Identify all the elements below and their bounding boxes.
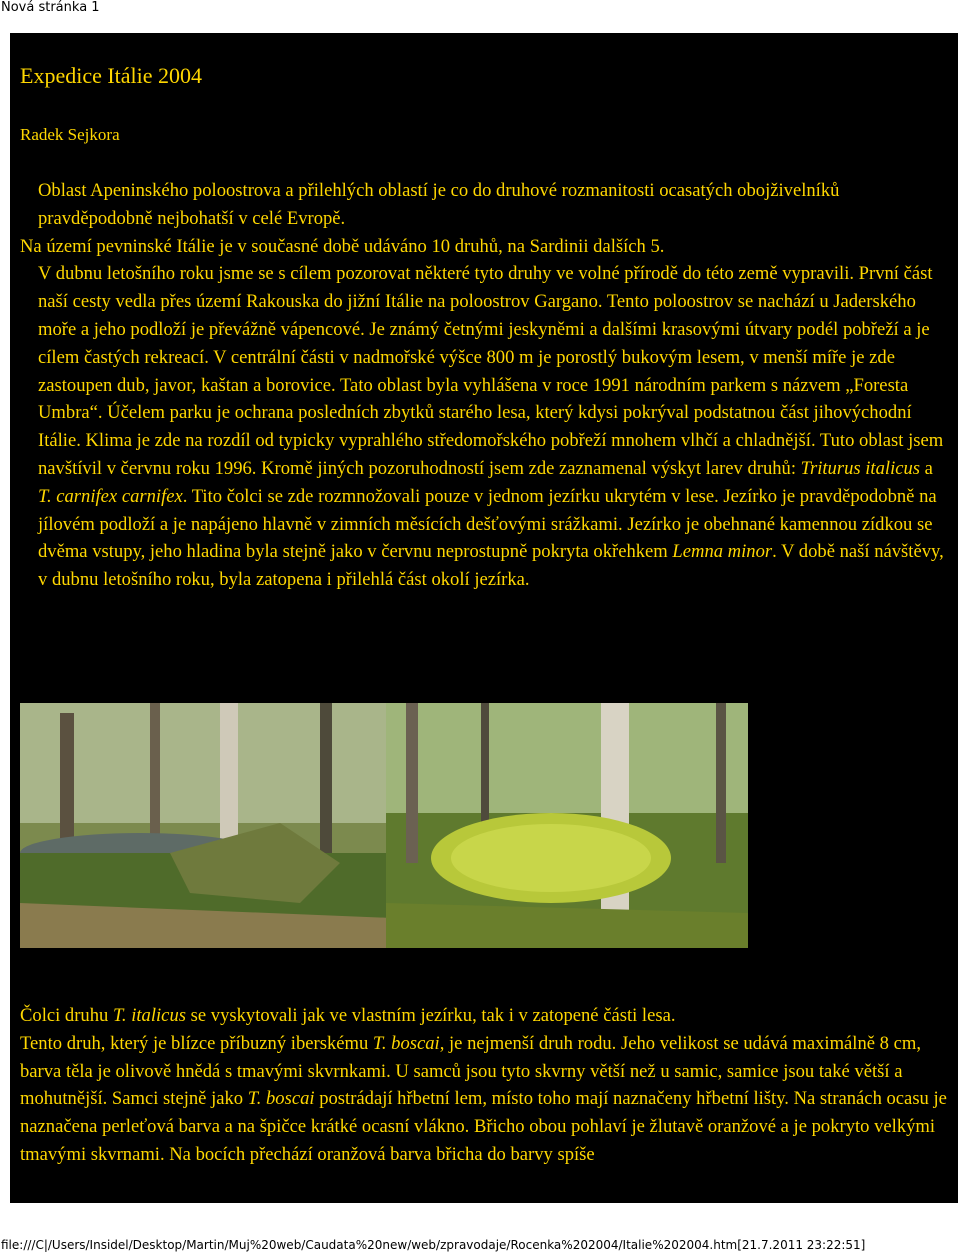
photo-pond-stone-wall-image — [20, 703, 392, 948]
photo-pond-duckweed — [386, 703, 748, 948]
text-run: Čolci druhu — [20, 1005, 113, 1026]
species-name: T. italicus — [112, 1005, 186, 1026]
species-name: T. boscai — [372, 1032, 440, 1054]
article-title: Expedice Itálie 2004 — [20, 63, 203, 88]
text-run: . Tito čolci se zde rozmnožovali pouze v jednom jezírku ukrytém v lese. Jezírko je pravděpodobně na jílovém podloží a je napájeno hlavně v zimních měsících dešťovými srážkami. Jezírko je obehnané kamennou zídkou se dvěma vstupy, jeho hladina byla stejně jako v červnu neprostupně pokryta okřehkem — [38, 485, 937, 563]
intro-paragraph — [20, 177, 950, 594]
photo-pond-stone-wall — [20, 703, 392, 948]
species-name: Lemna minor — [672, 541, 773, 563]
second-paragraph — [20, 1002, 950, 1169]
paragraph-line — [20, 1002, 950, 1030]
article-panel — [10, 33, 958, 1203]
print-header-title: Nová stránka 1 — [1, 0, 100, 15]
text-run: postrádají hřbetní lem, místo toho mají naznačeny hřbetní lišty. Na stranách ocasu je naznačena perleťová barva a na špičce krátké ocasní vlákno. Břicho obou pohlaví je žlutavě oranžové a je pokryto velkými tmavými skvrnami. Na bocích přechází oranžová barva břicha do barvy spíše — [20, 1088, 947, 1165]
text-run: , je nejmenší druh rodu. Jeho velikost se udává maximálně 8 cm, barva těla je olivově hnědá s tmavými skvrnkami. U samců jsou tyto skvrny větší než u samic, samice jsou také větší a mohutnější. Samci stejně jako — [20, 1032, 921, 1110]
text-run: se vyskytovali jak ve vlastním jezírku, tak i v zatopené části lesa. — [185, 1005, 676, 1026]
photo-pond-duckweed-image — [386, 703, 748, 948]
species-name: T. boscai — [247, 1088, 315, 1110]
text-run: . V době naší návštěvy, v dubnu letošního roku, byla zatopena i přilehlá část okolí jezírka. — [38, 541, 944, 591]
text-run: V dubnu letošního roku jsme se s cílem pozorovat některé tyto druhy ve volné přírodě do této země vypravili. První část naší cesty vedla přes území Rakouska do jižní Itálie na poloostrov Gargano. Tento poloostrov se nachází u Jaderského moře a jeho podloží je převážně vápencové. Je známý četnými jeskyněmi a dalšími krasovými útvary podél pobřeží a je cílem častých rekreací. V centrální části v nadmořské výšce 800 m je porostlý bukovým lesem, v menší míře je zde zastoupen dub, javor, kaštan a borovice. Tato oblast byla vyhlášena v roce 1991 národním parkem s názvem „Foresta Umbra“. Účelem parku je ochrana posledních zbytků starého lesa, který kdysi pokrýval podstatnou část jihovýchodní Itálie. Klima je zde na rozdíl od typicky vyprahlého středomořského pobřeží mnohem vlhčí a chladnější. Tuto oblast jsem navštívil v červnu roku 1996. Kromě jiných pozoruhodností jsem zde zaznamenal výskyt larev druhů: — [38, 263, 944, 479]
text-run: a — [920, 457, 933, 479]
species-name: Triturus italicus — [800, 457, 921, 479]
text-run: Tento druh, který je blízce příbuzný iberskému — [20, 1032, 373, 1054]
article-author: Radek Sejkora — [20, 125, 120, 144]
paragraph-line: Oblast Apeninského poloostrova a přilehlých oblastí je co do druhové rozmanitosti ocasatých obojživelníků pravděpodobně nejbohatší v celé Evropě. — [38, 180, 840, 229]
paragraph-main — [20, 1030, 950, 1169]
paragraph-line: Na území pevninské Itálie je v současné době udáváno 10 druhů, na Sardinii dalších 5. — [20, 235, 665, 257]
paragraph-main — [20, 260, 950, 594]
species-name: T. carnifex carnifex — [38, 485, 183, 507]
print-footer-path: file:///C|/Users/Insidel/Desktop/Martin/Muj%20web/Caudata%20new/web/zpravodaje/Rocenka%202004/Italie%202004.htm[21.7.2011 23:22:51] — [1, 1238, 866, 1252]
